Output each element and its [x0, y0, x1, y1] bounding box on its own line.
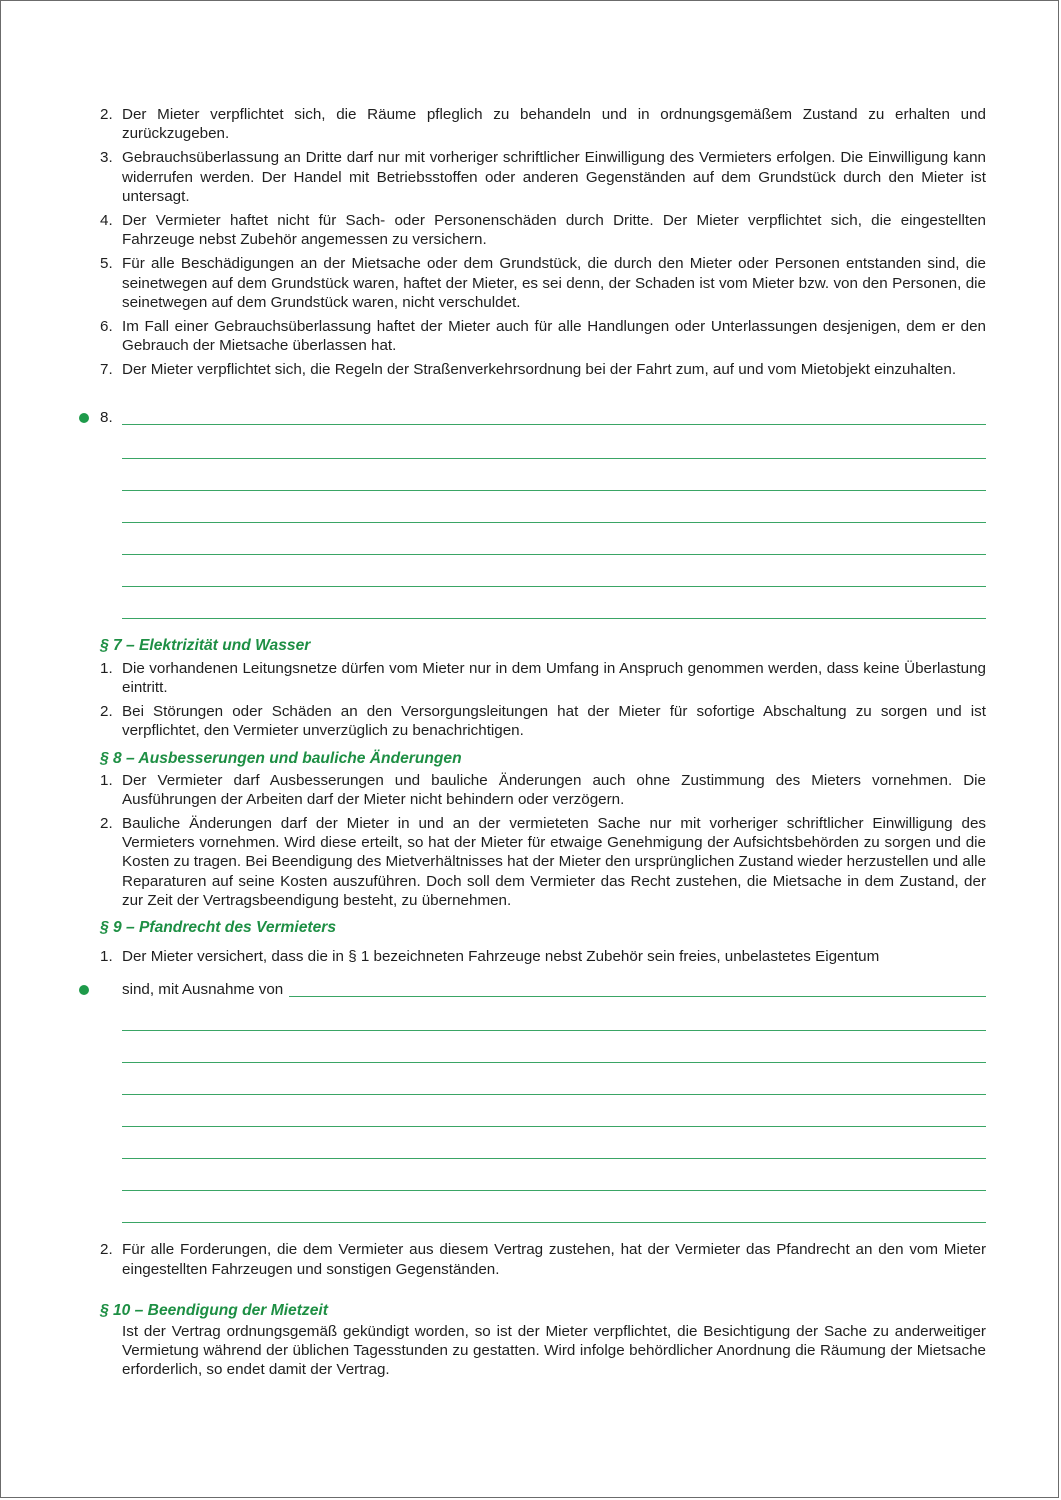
section-heading-10: § 10 – Beendigung der Mietzeit: [100, 1301, 328, 1319]
fill-in-line[interactable]: [122, 618, 986, 619]
clause-number: 1.: [100, 659, 113, 677]
clause-6-7: [100, 360, 986, 379]
fill-in-line[interactable]: [122, 522, 986, 523]
fill-in-line[interactable]: [122, 1094, 986, 1095]
clause-number: 5.: [100, 255, 113, 273]
clause-7-1: [100, 659, 986, 697]
clause-9-1: [100, 947, 986, 966]
fill-in-marker-icon: [79, 985, 89, 995]
clause-text: Im Fall einer Gebrauchsüberlassung haftet der Mieter auch für alle Handlungen oder Unterlassungen desjenigen, dem er den Gebrauch der Mietsache überlassen hat.: [122, 318, 986, 355]
clause-number: 2.: [100, 815, 113, 833]
clause-6-3: [100, 148, 986, 206]
clause-text: Gebrauchsüberlassung an Dritte darf nur mit vorheriger schriftlicher Einwilligung des Vermieters erfolgen. Die Einwilligung kann widerrufen werden. Der Handel mit Betriebsstoffen oder anderen Gegenständen auf dem Grundstück durch den Mieter ist untersagt.: [122, 149, 986, 205]
clause-number: 3.: [100, 149, 113, 167]
clause-8-2: [100, 814, 986, 910]
clause-number: 2.: [100, 106, 113, 123]
fill-in-line[interactable]: [122, 1158, 986, 1159]
clause-6-4: [100, 211, 986, 249]
fill-in-line[interactable]: [122, 458, 986, 459]
clause-7-2: [100, 702, 986, 740]
clause-6-5: [100, 254, 986, 312]
clause-9-2: [100, 1240, 986, 1278]
clause-text: Für alle Beschädigungen an der Mietsache oder dem Grundstück, die durch den Mieter oder Personen entstanden sind, die seinetwegen auf dem Grundstück waren, haftet der Mieter, es sei denn, der Schaden ist vom Mieter bzw. von den Personen, die seinetwegen auf dem Grundstück waren, nicht verschuldet.: [122, 255, 986, 311]
fill-in-line[interactable]: [289, 996, 986, 997]
clause-text: Bei Störungen oder Schäden an den Versorgungsleitungen hat der Mieter für sofortige Abschaltung zu sorgen und ist verpflichtet, den Vermieter unverzüglich zu benachrichtigen.: [122, 703, 986, 740]
clause-number: 1.: [100, 948, 113, 966]
clause-text: Der Mieter verpflichtet sich, die Räume pfleglich zu behandeln und in ordnungsgemäßem Zustand zu erhalten und zurückzugeben.: [122, 106, 986, 143]
clause-text: Der Vermieter haftet nicht für Sach- oder Personenschäden durch Dritte. Der Mieter verpflichtet sich, die eingestellten Fahrzeuge nebst Zubehör angemessen zu versichern.: [122, 212, 986, 249]
fill-in-line[interactable]: [122, 1062, 986, 1063]
clause-9-1-fill-row[interactable]: [100, 980, 986, 999]
fill-in-line[interactable]: [122, 424, 986, 425]
clause-number: 2.: [100, 1241, 113, 1259]
fill-in-line[interactable]: [122, 1030, 986, 1031]
clause-number: 6.: [100, 318, 113, 336]
section-10-text: Ist der Vertrag ordnungsgemäß gekündigt worden, so ist der Mieter verpflichtet, die Besichtigung der Sache zu anderweitiger Vermietung während der üblichen Tagesstunden zu gestatten. Wird infolge behördlicher Anordnung die Räumung der Mietsache erforderlich, so endet damit der Vertrag.: [122, 1322, 986, 1379]
section-heading-8: § 8 – Ausbesserungen und bauliche Änderungen: [100, 749, 462, 767]
document-content: [100, 105, 986, 1380]
clause-number: 4.: [100, 212, 113, 230]
fill-in-line[interactable]: [122, 1222, 986, 1223]
clause-6-8-fill-row[interactable]: [100, 408, 986, 427]
clause-6-6: [100, 317, 986, 355]
fill-in-line[interactable]: [122, 490, 986, 491]
clause-number: 2.: [100, 703, 113, 721]
fill-in-line[interactable]: [122, 1190, 986, 1191]
clause-text: Der Mieter verpflichtet sich, die Regeln der Straßenverkehrsordnung bei der Fahrt zum, auf und vom Mietobjekt einzuhalten.: [122, 361, 957, 379]
section-heading-9: § 9 – Pfandrecht des Vermieters: [100, 919, 337, 937]
clause-text: Bauliche Änderungen darf der Mieter in und an der vermieteten Sache nur mit vorheriger schriftlicher Einwilligung des Vermieters vornehmen. Wird diese erteilt, so hat der Mieter für etwaige Genehmigung der Aufsichtsbehörden zu sorgen und die Kosten zu tragen. Bei Beendigung des Mietverhältnisses hat der Mieter den ursprünglichen Zustand wieder herzustellen und alle Reparaturen auf seine Kosten auszuführen. Doch soll dem Vermieter das Recht zustehen, die Mietsache in dem Zustand, der zur Zeit der Vertragsbeendigung besteht, zu übernehmen.: [122, 815, 986, 909]
fill-in-prefix: sind, mit Ausnahme von: [122, 981, 284, 999]
clause-text: Die vorhandenen Leitungsnetze dürfen vom Mieter nur in dem Umfang in Anspruch genommen werden, dass keine Überlastung eintritt.: [122, 659, 986, 697]
clause-number: 8.: [100, 408, 113, 426]
fill-in-line[interactable]: [122, 1126, 986, 1127]
clause-text: Der Mieter versichert, dass die in § 1 bezeichneten Fahrzeuge nebst Zubehör sein freies, unbelastetes Eigentum: [122, 948, 880, 966]
fill-in-line[interactable]: [122, 554, 986, 555]
section-heading-7: § 7 – Elektrizität und Wasser: [100, 636, 311, 654]
clause-8-1: [100, 771, 986, 809]
clause-6-2: [100, 105, 986, 143]
fill-in-marker-icon: [79, 413, 89, 423]
fill-in-line[interactable]: [122, 586, 986, 587]
clause-number: 7.: [100, 361, 113, 379]
clause-number: 1.: [100, 771, 113, 789]
clause-text: Der Vermieter darf Ausbesserungen und bauliche Änderungen auch ohne Zustimmung des Mieters vornehmen. Die Ausführungen der Arbeiten darf der Mieter nicht behindern oder verzögern.: [122, 771, 986, 808]
clause-text: Für alle Forderungen, die dem Vermieter aus diesem Vertrag zustehen, hat der Vermieter das Pfandrecht an den vom Mieter eingestellten Fahrzeugen und sonstigen Gegenständen.: [122, 1241, 986, 1278]
